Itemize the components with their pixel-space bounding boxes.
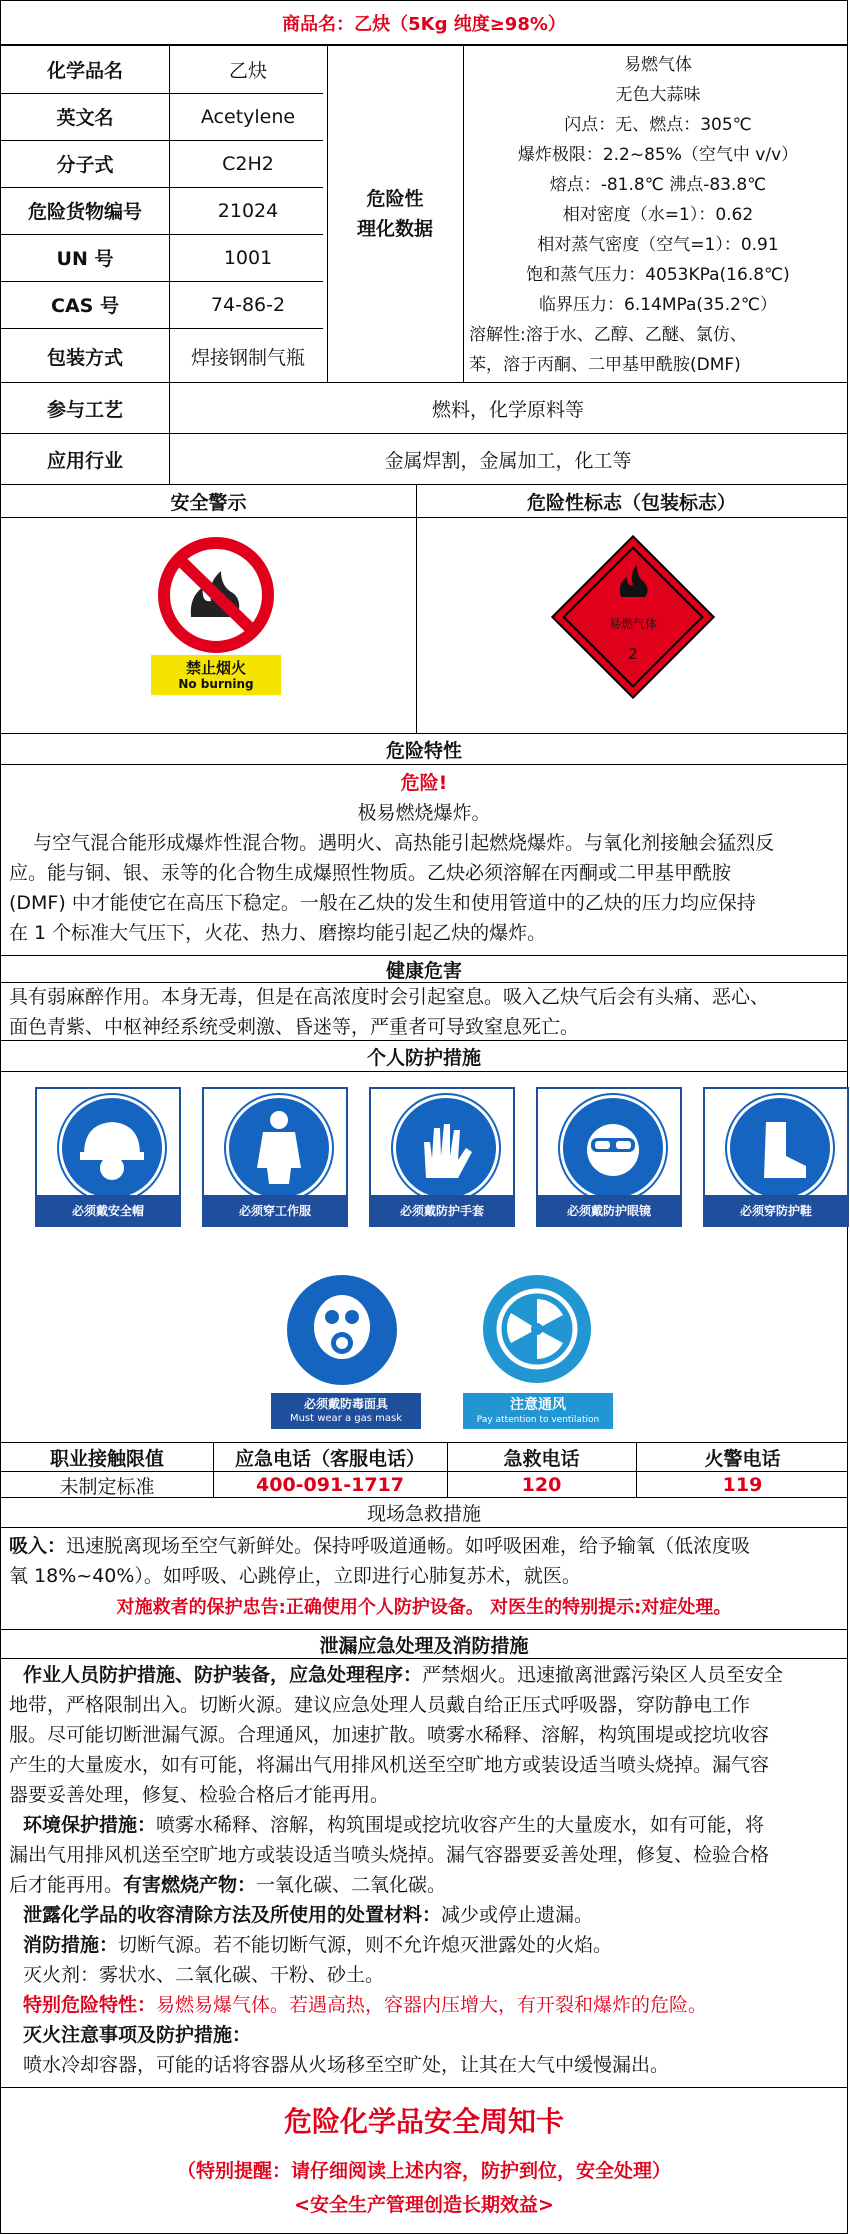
info-value: C2H2 — [222, 152, 274, 175]
info-value: 1001 — [223, 246, 273, 269]
physchem-property: 易燃气体 — [624, 55, 692, 75]
leak-p7-label: 灭火注意事项及防护措施： — [23, 2024, 252, 2046]
leak-p1-label: 作业人员防护措施、防护装备，应急处理程序： — [23, 1664, 423, 1686]
firstaid-line: 氧 18%~40%）。如呼吸、心跳停止，立即进行心肺复苏术，就医。 — [9, 1565, 581, 1587]
leak-p1-text: 产生的大量废水，如有可能，将漏出气用排风机送至空旷地方或装设适当喷头烧掉。漏气容 — [9, 1754, 770, 1776]
firstaid-line: 迅速脱离现场至空气新鲜处。保持呼吸道通畅。如呼吸困难，给予输氧（低浓度吸 — [66, 1535, 751, 1557]
leak-p1-text: 严禁烟火。迅速撤离泄露污染区人员至安全 — [422, 1664, 784, 1686]
physchem-property: 苯，溶于丙酮、二甲基甲酰胺(DMF) — [469, 355, 741, 375]
ppe-title: 个人防护措施 — [366, 1046, 481, 1069]
info-label: 分子式 — [56, 154, 114, 176]
leak-p2-text: 喷雾水稀释、溶解，构筑围堤或挖坑收容产生的大量废水，如有可能，将 — [156, 1814, 765, 1836]
no-fire-icon — [151, 535, 281, 655]
footer-section — [0, 2087, 848, 2234]
ppe-section — [0, 1040, 848, 1443]
gas-mask-en: Must wear a gas mask — [289, 1413, 403, 1424]
contact-value: 120 — [521, 1474, 562, 1496]
hazard-section — [0, 733, 848, 956]
gas-mask-sign — [271, 1273, 421, 1429]
goggles-icon — [563, 1098, 663, 1198]
leak-title: 泄漏应急处理及消防措施 — [319, 1634, 529, 1657]
combustion-label: 有害燃烧产物： — [123, 1874, 257, 1896]
contact-value: 未制定标准 — [59, 1475, 155, 1498]
contact-value: 400-091-1717 — [256, 1474, 404, 1496]
leak-p3-label: 泄露化学品的收容清除方法及所使用的处置材料： — [23, 1904, 442, 1926]
flame-icon — [613, 561, 653, 601]
hazard-text-line: 在 1 个标准大气压下，火花、热力、磨擦均能引起乙炔的爆炸。 — [9, 922, 547, 944]
leak-p5-value: 雾状水、二氧化碳、干粉、砂土。 — [99, 1964, 385, 1986]
combustion-value: 一氧化碳、二氧化碳。 — [256, 1874, 447, 1896]
ppe-sign — [202, 1087, 348, 1227]
contact-header: 职业接触限值 — [49, 1447, 164, 1470]
safety-warning-title: 安全警示 — [170, 491, 247, 514]
leak-p5-label: 灭火剂： — [23, 1964, 100, 1986]
gas-mask-cn: 必须戴防毒面具 — [303, 1397, 388, 1411]
no-burning-sign — [151, 535, 281, 695]
leak-p4-value: 切断气源。若不能切断气源，则不允许熄灭泄露处的火焰。 — [118, 1934, 613, 1956]
leak-p6-value: 易燃易爆气体。若遇高热，容器内压增大，有开裂和爆炸的危险。 — [156, 1994, 708, 2016]
contact-header: 火警电话 — [704, 1447, 781, 1470]
info-value: 焊接钢制气瓶 — [190, 346, 305, 369]
no-burning-en: No burning — [178, 677, 254, 691]
leak-p1-text: 服。尽可能切断泄漏气源。合理通风，加速扩散。喷雾水稀释、溶解，构筑围堤或挖坑收容 — [9, 1724, 770, 1746]
footer-notice: （特别提醒：请仔细阅读上述内容，防护到位，安全处理） — [176, 2160, 671, 2182]
no-burning-cn: 禁止烟火 — [185, 659, 246, 677]
diamond-class: 2 — [628, 645, 638, 663]
health-title: 健康危害 — [385, 959, 462, 982]
flammable-gas-diamond — [549, 533, 717, 701]
firstaid-title: 现场急救措施 — [366, 1502, 481, 1525]
info-label: UN 号 — [56, 248, 114, 270]
ppe-label: 必须戴防护眼镜 — [538, 1195, 680, 1225]
info-label: 化学品名 — [46, 60, 123, 82]
workwear-icon — [229, 1098, 329, 1198]
physchem-property: 饱和蒸气压力：4053KPa(16.8℃) — [526, 265, 790, 285]
leak-p1-text: 地带，严格限制出入。切断火源。建议应急处理人员戴自给正压式呼吸器，穿防静电工作 — [9, 1694, 751, 1716]
info-label: 英文名 — [56, 107, 114, 129]
contact-value: 119 — [722, 1474, 763, 1496]
physchem-property: 无色大蒜味 — [615, 85, 701, 105]
info-value: 21024 — [217, 199, 279, 222]
hazard-text-line: (DMF) 中才能使它在高压下稳定。一般在乙炔的发生和使用管道中的乙炔的压力均应保持 — [9, 892, 756, 914]
hazard-lead: 极易燃烧爆炸。 — [357, 802, 491, 824]
hazard-sign-title: 危险性标志（包装标志） — [526, 491, 736, 514]
info-value: Acetylene — [200, 105, 296, 128]
physchem-property: 临界压力：6.14MPa(35.2℃） — [539, 295, 777, 315]
ppe-label: 必须戴安全帽 — [37, 1195, 179, 1225]
footer-slogan: <安全生产管理创造长期效益> — [294, 2194, 554, 2216]
boots-icon — [730, 1098, 830, 1198]
ventilation-en: Pay attention to ventilation — [476, 1414, 600, 1425]
ppe-label: 必须穿防护鞋 — [705, 1195, 847, 1225]
ppe-sign — [35, 1087, 181, 1227]
firstaid-section — [0, 1497, 848, 1630]
physchem-property: 闪点：无、燃点：305℃ — [564, 115, 752, 135]
process-value: 燃料，化学原料等 — [431, 398, 584, 421]
contacts-table — [0, 1442, 848, 1498]
leak-p6-label: 特别危险特性： — [23, 1994, 157, 2016]
ppe-label: 必须穿工作服 — [204, 1195, 346, 1225]
industry-value: 金属焊割，金属加工，化工等 — [384, 449, 632, 472]
hazard-title: 危险特性 — [385, 739, 462, 762]
health-text-line: 面色青紫、中枢神经系统受刺激、昏迷等，严重者可导致窒息死亡。 — [9, 1016, 580, 1038]
info-value: 74-86-2 — [210, 293, 286, 316]
footer-title: 危险化学品安全周知卡 — [283, 2105, 564, 2138]
diamond-text: 易燃气体 — [608, 617, 657, 631]
contact-header: 急救电话 — [503, 1447, 580, 1470]
gas-mask-icon — [287, 1275, 397, 1385]
hazard-physchem-label: 危险性 理化数据 — [356, 188, 433, 240]
leak-p2-text: 漏出气用排风机送至空旷地方或装设适当喷头烧掉。漏气容器要妥善处理，修复、检验合格 — [9, 1844, 770, 1866]
firstaid-advice: 对施救者的保护忠告:正确使用个人防护设备。 对医生的特别提示:对症处理。 — [116, 1597, 732, 1618]
header-bar — [0, 0, 848, 45]
physchem-property: 相对蒸气密度（空气=1）：0.91 — [537, 235, 779, 255]
ventilation-icon — [483, 1275, 591, 1383]
ventilation-cn: 注意通风 — [510, 1396, 566, 1413]
leak-p2-label: 环境保护措施： — [23, 1814, 157, 1836]
physchem-property: 爆炸极限：2.2~85%（空气中 v/v） — [517, 145, 799, 165]
leak-p1-text: 器要妥善处理，修复、检验合格后才能再用。 — [9, 1784, 390, 1806]
ppe-sign — [703, 1087, 849, 1227]
info-table — [0, 45, 848, 383]
health-text-line: 具有弱麻醉作用。本身无毒，但是在高浓度时会引起窒息。吸入乙炔气后会有头痛、恶心、 — [9, 986, 770, 1008]
warning-section — [0, 484, 848, 734]
hazard-text-line: 与空气混合能形成爆炸性混合物。遇明火、高热能引起燃烧爆炸。与氧化剂接触会猛烈反 — [9, 832, 775, 854]
physchem-property: 溶解性:溶于水、乙醇、乙醚、氯仿、 — [469, 325, 747, 345]
danger-label: 危险! — [400, 772, 448, 794]
info-value: 乙炔 — [228, 60, 267, 82]
health-section — [0, 955, 848, 1041]
leak-p4-label: 消防措施： — [23, 1934, 119, 1956]
contact-header: 应急电话（客服电话） — [234, 1447, 425, 1470]
industry-label: 应用行业 — [46, 449, 123, 472]
process-row — [0, 382, 848, 434]
leak-section — [0, 1629, 848, 2088]
gloves-icon — [396, 1098, 496, 1198]
info-label: 危险货物编号 — [27, 201, 142, 223]
ppe-sign — [536, 1087, 682, 1227]
industry-row — [0, 433, 848, 485]
helmet-icon — [62, 1098, 162, 1198]
info-label: 包装方式 — [46, 346, 123, 369]
hazard-text-line: 应。能与铜、银、汞等的化合物生成爆照性物质。乙炔必须溶解在丙酮或二甲基甲酰胺 — [9, 862, 732, 884]
info-label: CAS 号 — [51, 295, 119, 317]
ppe-label: 必须戴防护手套 — [371, 1195, 513, 1225]
leak-p2-text: 后才能再用。 — [9, 1874, 124, 1896]
physchem-property: 熔点：-81.8℃ 沸点-83.8℃ — [549, 175, 767, 195]
ventilation-sign — [463, 1273, 613, 1429]
product-title: 商品名：乙炔（5Kg 纯度≥98%） — [282, 13, 566, 35]
physchem-property: 相对密度（水=1）：0.62 — [562, 205, 754, 225]
process-label: 参与工艺 — [46, 398, 123, 421]
leak-p3-value: 减少或停止遗漏。 — [441, 1904, 594, 1926]
inhale-label: 吸入： — [9, 1535, 67, 1557]
leak-p7-value: 喷水冷却容器，可能的话将容器从火场移至空旷处，让其在大气中缓慢漏出。 — [23, 2054, 670, 2076]
ppe-sign — [369, 1087, 515, 1227]
